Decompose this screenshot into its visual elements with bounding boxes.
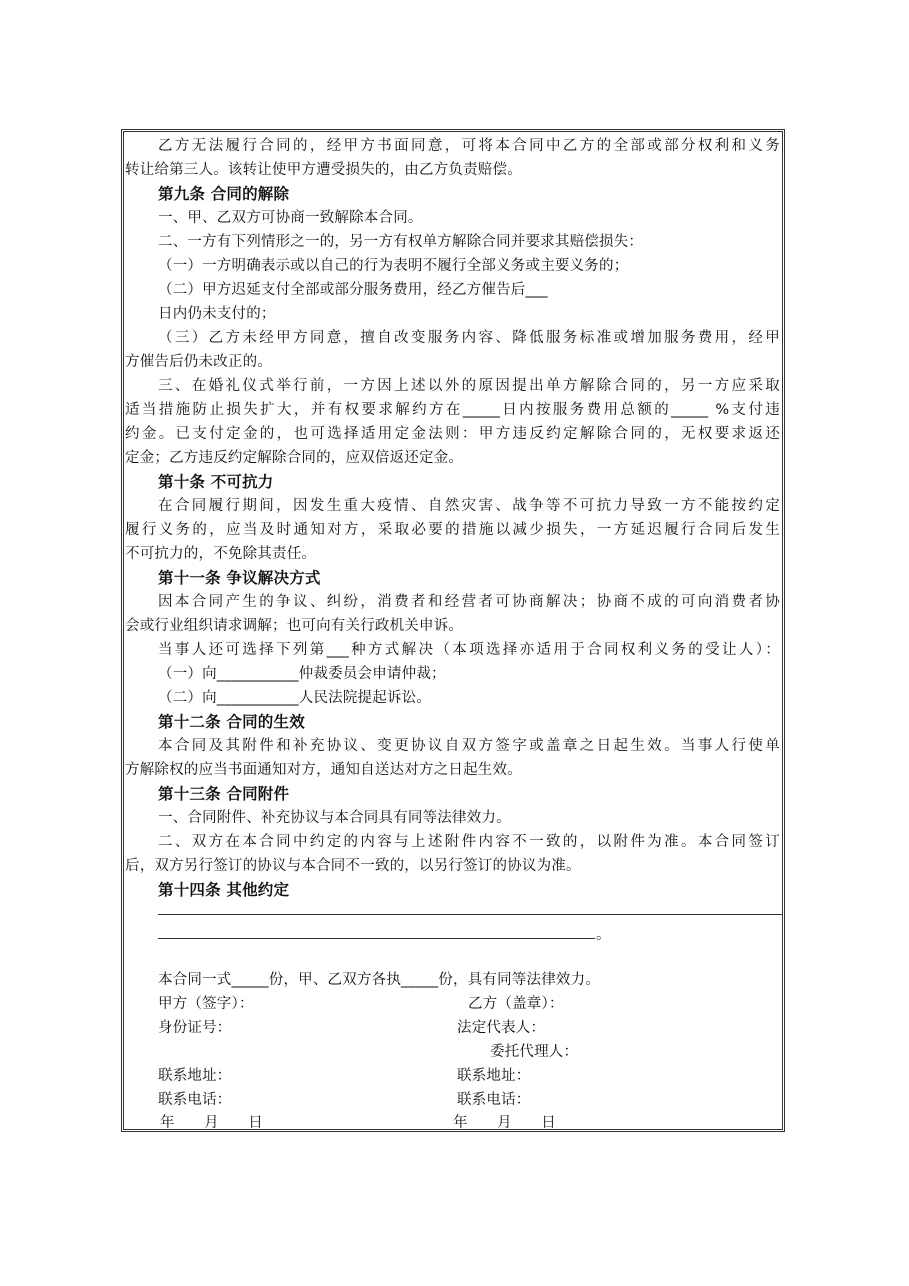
article-10-heading: 第十条 不可抗力 (158, 473, 274, 491)
text-line: 方解除权的应当书面通知对方，通知自送达对方之日起生效。 (125, 762, 522, 778)
party-b-seal-label: 乙方（盖章）： (468, 996, 564, 1012)
party-b-phone-label: 联系电话： (457, 1092, 531, 1108)
text-line: 履行义务的，应当及时通知对方，采取必要的措施以减少损失，一方延迟履行合同后发生 (125, 522, 780, 538)
text-line: （二）向___________人民法院提起诉讼。 (158, 690, 432, 706)
text-line: 一、甲、乙双方可协商一致解除本合同。 (158, 210, 423, 226)
id-number-label: 身份证号： (158, 1020, 232, 1036)
party-a-date: 年 月 日 (160, 1115, 263, 1131)
article-11-heading: 第十一条 争议解决方式 (158, 569, 321, 587)
text-line: 因本合同产生的争议、纠纷，消费者和经营者可协商解决；协商不成的可向消费者协 (158, 594, 780, 610)
text-line: 方催告后仍未改正的。 (125, 354, 272, 370)
article-12-heading: 第十二条 合同的生效 (158, 713, 305, 731)
blank-line (158, 938, 595, 939)
article-13-heading: 第十三条 合同附件 (158, 785, 290, 803)
party-b-date: 年 月 日 (453, 1115, 556, 1131)
agent-label: 委托代理人： (490, 1044, 579, 1060)
text-line: 适当措施防止损失扩大，并有权要求解约方在_____日内按服务费用总额的_____ %支付违 (125, 402, 780, 418)
article-14-heading: 第十四条 其他约定 (158, 881, 290, 899)
party-a-sign-label: 甲方（签字）： (158, 996, 254, 1012)
text-line: 日内仍未支付的； (158, 306, 276, 322)
text-line: 不可抗力的，不免除其责任。 (125, 546, 317, 562)
text-line: 约金。已支付定金的，也可选择适用定金法则：甲方违反约定解除合同的，无权要求返还 (125, 426, 780, 442)
party-a-address-label: 联系地址： (158, 1068, 232, 1084)
text-line: 后，双方另行签订的协议与本合同不一致的，以另行签订的协议为准。 (125, 858, 581, 874)
text-line: （一）一方明确表示或以自己的行为表明不履行全部义务或主要义务的； (158, 258, 629, 274)
text-line: 定金；乙方违反约定解除合同的，应双倍返还定金。 (125, 450, 464, 466)
text-line: 当事人还可选择下列第___种方式解决（本项选择亦适用于合同权利义务的受让人）： (158, 642, 780, 658)
text-line: （一）向___________仲裁委员会申请仲裁； (158, 666, 446, 682)
text-line: （二）甲方迟延支付全部或部分服务费用，经乙方催告后___ (158, 282, 548, 298)
party-b-address-label: 联系地址： (457, 1068, 531, 1084)
text-line: 在合同履行期间，因发生重大疫情、自然灾害、战争等不可抗力导致一方不能按约定 (158, 498, 780, 514)
blank-line (158, 914, 783, 915)
text-line: 转让给第三人。该转让使甲方遭受损失的，由乙方负责赔偿。 (125, 162, 522, 178)
copies-clause: 本合同一式_____份，甲、乙双方各执_____份，具有同等法律效力。 (158, 972, 600, 988)
text-line: 二、双方在本合同中约定的内容与上述附件内容不一致的，以附件为准。本合同签订 (158, 834, 780, 850)
text-line: 乙方无法履行合同的，经甲方书面同意，可将本合同中乙方的全部或部分权利和义务 (158, 138, 780, 154)
text-line: 三、在婚礼仪式举行前，一方因上述以外的原因提出单方解除合同的，另一方应采取 (158, 378, 780, 394)
text-line: 会或行业组织请求调解；也可向有关行政机关申诉。 (125, 618, 464, 634)
party-a-phone-label: 联系电话： (158, 1092, 232, 1108)
legal-rep-label: 法定代表人： (457, 1020, 546, 1036)
article-9-heading: 第九条 合同的解除 (158, 185, 290, 203)
blank-line-end: 。 (596, 927, 611, 943)
text-line: 二、一方有下列情形之一的，另一方有权单方解除合同并要求其赔偿损失： (158, 234, 644, 250)
text-line: 本合同及其附件和补充协议、变更协议自双方签字或盖章之日起生效。当事人行使单 (158, 738, 780, 754)
text-line: （三）乙方未经甲方同意，擅自改变服务内容、降低服务标准或增加服务费用，经甲 (158, 330, 780, 346)
text-line: 一、合同附件、补充协议与本合同具有同等法律效力。 (158, 810, 511, 826)
